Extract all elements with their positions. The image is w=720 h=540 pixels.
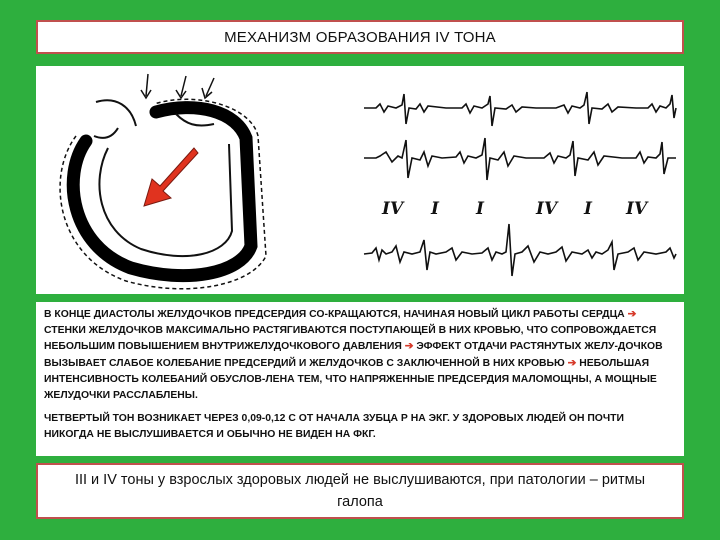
description-part-3: ЭФФЕКТ ОТДАЧИ РАСТЯНУТЫХ ЖЕЛУ-ДОЧКОВ ВЫЗЫВАЕТ СЛАБОЕ КОЛЕБАНИЕ ПРЕДСЕРДИЙ И ЖЕЛУДОЧКОВ С ЗАКЛЮЧЕННОЙ В НИХ КРОВЬЮ: [44, 341, 663, 369]
label-i-1: I: [431, 199, 439, 219]
description-box: [36, 302, 684, 456]
heart-illustration: [60, 74, 266, 289]
red-arrow-icon: [144, 148, 198, 206]
trace-2: [364, 138, 676, 180]
slide-title: МЕХАНИЗМ ОБРАЗОВАНИЯ IV ТОНА: [36, 20, 684, 54]
description-paragraph-2: ЧЕТВЕРТЫЙ ТОН ВОЗНИКАЕТ ЧЕРЕЗ 0,09-0,12 С ОТ НАЧАЛА ЗУБЦА Р НА ЭКГ. У ЗДОРОВЫХ ЛЮДЕЙ ОН ПОЧТИ НИКОГДА НЕ ВЫСЛУШИВАЕТСЯ И ОБЫЧНО НЕ ВИДЕН НА ФКГ.: [44, 413, 625, 441]
description-paragraph-1: [44, 307, 676, 404]
arrow-icon: ➔: [404, 341, 414, 353]
label-iv-3: IV: [626, 199, 648, 219]
description-part-4: НЕБОЛЬШАЯ ИНТЕНСИВНОСТЬ КОЛЕБАНИЙ ОБУСЛОВ-ЛЕНА ТЕМ, ЧТО НАПРЯЖЕННЫЕ ПРЕДСЕРДИЯ МАЛОМОЩНЫ, А МОЩНЫЕ ЖЕЛУДОЧКИ РАССЛАБЛЕНЫ.: [44, 357, 657, 402]
label-iv-2: IV: [536, 199, 558, 219]
figure-panel: [36, 66, 684, 294]
sound-labels: [381, 199, 649, 219]
arrow-icon: ➔: [567, 357, 577, 369]
heart-and-traces-figure: [36, 66, 684, 294]
label-i-2: I: [476, 199, 484, 219]
trace-1: [364, 92, 676, 126]
note-box: [36, 463, 684, 519]
trace-3: [364, 224, 676, 276]
label-iv-1: IV: [382, 199, 404, 219]
arrow-icon: ➔: [627, 309, 637, 320]
description-part-2: СТЕНКИ ЖЕЛУДОЧКОВ МАКСИМАЛЬНО РАСТЯГИВАЮТСЯ ПОСТУПАЮЩЕЙ В НИХ КРОВЬЮ, ЧТО СОПРОВОЖДАЕТСЯ НЕБОЛЬШИМ ПОВЫШЕНИЕМ ВНУТРИЖЕЛУДОЧКОВОГО ДАВЛЕНИЯ: [44, 325, 657, 353]
label-i-3: I: [584, 199, 592, 219]
description-part-1: В КОНЦЕ ДИАСТОЛЫ ЖЕЛУДОЧКОВ ПРЕДСЕРДИЯ СО-КРАЩАЮТСЯ, НАЧИНАЯ НОВЫЙ ЦИКЛ РАБОТЫ СЕРДЦА: [44, 309, 625, 320]
note-text: III и IV тоны у взрослых здоровых людей не выслушиваются, при патологии – ритмы галопа: [74, 472, 646, 510]
